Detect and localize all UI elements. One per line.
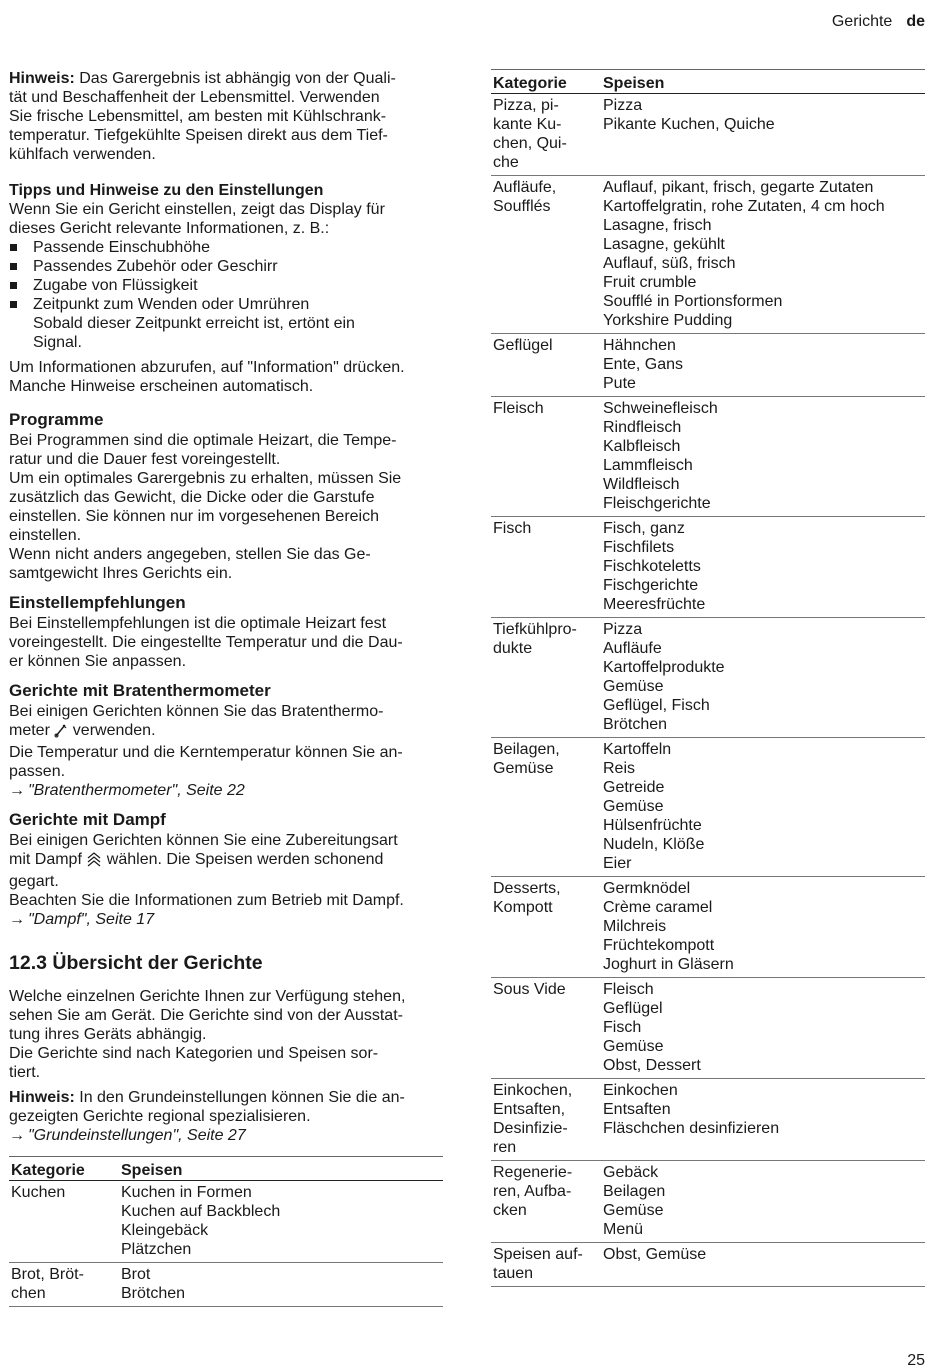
category-line: che bbox=[493, 154, 519, 171]
dish-item: Eier bbox=[603, 855, 632, 872]
dampf-xref-link[interactable]: → "Dampf", Seite 17 bbox=[9, 911, 155, 928]
dish-item: Lammfleisch bbox=[603, 457, 693, 474]
header-speisen: Speisen bbox=[601, 70, 925, 94]
header-speisen: Speisen bbox=[119, 1157, 443, 1181]
category-line: cken bbox=[493, 1202, 527, 1219]
dampf-heading: Gerichte mit Dampf bbox=[9, 810, 166, 829]
dish-item: Menü bbox=[603, 1221, 644, 1238]
steam-icon bbox=[86, 851, 102, 872]
category-line: Desserts, bbox=[493, 880, 561, 897]
dish-item: Obst, Gemüse bbox=[603, 1246, 707, 1263]
dish-item: Aufläufe bbox=[603, 640, 662, 657]
table-row bbox=[491, 1079, 925, 1161]
category-cell bbox=[491, 1079, 601, 1161]
table-row bbox=[491, 1161, 925, 1243]
dishes-cell bbox=[601, 176, 925, 334]
dish-item: Hülsenfrüchte bbox=[603, 817, 702, 834]
note-label: Hinweis: bbox=[9, 70, 75, 87]
category-line: Fisch bbox=[493, 520, 532, 537]
dish-item: Auflauf, pikant, frisch, gegarte Zutaten bbox=[603, 179, 874, 196]
dish-item: Brot bbox=[121, 1266, 151, 1283]
category-line: kante Ku- bbox=[493, 116, 562, 133]
category-cell bbox=[491, 877, 601, 978]
category-line: Entsaften, bbox=[493, 1101, 566, 1118]
dish-item: Schweinefleisch bbox=[603, 400, 718, 417]
einstell-text: Bei Einstellempfehlungen ist die optimale Heizart fest voreingestellt. Die eingestellte Temperatur und die Dau- er können Sie anpassen. bbox=[9, 615, 403, 670]
category-line: Pizza, pi- bbox=[493, 97, 559, 114]
dish-item: Pizza bbox=[603, 621, 643, 638]
dish-item: Fruit crumble bbox=[603, 274, 697, 291]
dish-item: Ente, Gans bbox=[603, 356, 684, 373]
table-row bbox=[9, 1181, 443, 1263]
dish-item: Plätzchen bbox=[121, 1241, 192, 1258]
programme-heading: Programme bbox=[9, 410, 104, 429]
dish-item: Gemüse bbox=[603, 1038, 664, 1055]
list-item: Zugabe von Flüssigkeit bbox=[9, 276, 443, 295]
dish-item: Fischfilets bbox=[603, 539, 675, 556]
dish-item: Entsaften bbox=[603, 1101, 671, 1118]
dish-item: Pute bbox=[603, 375, 636, 392]
dampf-text: Bei einigen Gerichten können Sie eine Zubereitungsart mit Dampf wählen. Die Speisen werden schonend gegart. Beachten Sie die Informationen zum Betrieb mit Dampf. bbox=[9, 832, 404, 909]
category-line: chen, Qui- bbox=[493, 135, 567, 152]
programme-text: Bei Programmen sind die optimale Heizart, die Tempe- ratur und die Dauer fest voreingestellt. Um ein optimales Garergebnis zu erhalten, müssen Sie zusätzlich das Gewicht, die Dicke oder die Garstufe einstellen. Sie können nur im vorgesehenen Bereich einstellen. Wenn nicht anders angegeben, stellen Sie das Ge- samtgewicht Ihres Gerichts ein. bbox=[9, 432, 402, 582]
category-cell bbox=[491, 1161, 601, 1243]
dish-item: Einkochen bbox=[603, 1082, 678, 1099]
dishes-cell bbox=[601, 1079, 925, 1161]
grundeinstellungen-xref-link[interactable]: → "Grundeinstellungen", Seite 27 bbox=[9, 1127, 246, 1144]
right-column bbox=[491, 69, 925, 1287]
category-line: Gemüse bbox=[493, 760, 554, 777]
tips-outro: Um Informationen abzurufen, auf "Information" drücken. Manche Hinweise erscheinen automatisch. bbox=[9, 359, 405, 395]
note-hint: Hinweis: Das Garergebnis ist abhängig von der Quali- tät und Beschaffenheit der Lebensmittel. Verwenden Sie frische Lebensmittel, am besten mit Kühlschrank- temperatur. Tiefgekühlte Speisen direkt aus dem Tief- kühlfach verwenden. bbox=[9, 70, 396, 163]
overview-note: Hinweis: In den Grundeinstellungen können Sie die an- gezeigten Gerichte regional spezialisieren. bbox=[9, 1089, 405, 1125]
page-number: 25 bbox=[907, 1352, 925, 1369]
dishes-table-left bbox=[9, 1156, 443, 1307]
category-cell bbox=[491, 176, 601, 334]
table-row bbox=[491, 877, 925, 978]
dishes-cell bbox=[601, 618, 925, 738]
dishes-cell bbox=[601, 738, 925, 877]
category-cell bbox=[491, 334, 601, 397]
dishes-cell bbox=[601, 517, 925, 618]
category-line: Kompott bbox=[493, 899, 553, 916]
table-row bbox=[491, 978, 925, 1079]
table-row bbox=[491, 517, 925, 618]
dishes-cell bbox=[601, 334, 925, 397]
overview-text: Welche einzelnen Gerichte Ihnen zur Verfügung stehen, sehen Sie am Gerät. Die Gerichte sind von der Ausstat- tung ihres Geräts abhängig. Die Gerichte sind nach Kategorien und Speisen sor- tiert. bbox=[9, 988, 406, 1081]
arrow-right-icon: → bbox=[9, 911, 25, 928]
page-header bbox=[832, 12, 925, 31]
dish-item: Meeresfrüchte bbox=[603, 596, 706, 613]
category-line: ren bbox=[493, 1139, 517, 1156]
tips-list bbox=[9, 238, 443, 352]
header-kategorie: Kategorie bbox=[491, 70, 601, 94]
list-item: Zeitpunkt zum Wenden oder Umrühren Sobald dieser Zeitpunkt erreicht ist, ertönt ein Signal. bbox=[9, 295, 443, 352]
dishes-cell bbox=[601, 94, 925, 176]
dish-item: Joghurt in Gläsern bbox=[603, 956, 734, 973]
dish-item: Rindfleisch bbox=[603, 419, 682, 436]
overview-heading: 12.3 Übersicht der Gerichte bbox=[9, 952, 263, 974]
category-cell bbox=[491, 1243, 601, 1287]
dish-item: Fleischgerichte bbox=[603, 495, 711, 512]
dish-item: Beilagen bbox=[603, 1183, 666, 1200]
table-row bbox=[491, 176, 925, 334]
brat-xref-link[interactable]: → "Bratenthermometer", Seite 22 bbox=[9, 782, 245, 799]
dish-item: Fläschchen desinfizieren bbox=[603, 1120, 780, 1137]
dishes-cell bbox=[601, 877, 925, 978]
dish-item: Kalbfleisch bbox=[603, 438, 681, 455]
category-cell bbox=[491, 517, 601, 618]
list-item: Passendes Zubehör oder Geschirr bbox=[9, 257, 443, 276]
dish-item: Fisch, ganz bbox=[603, 520, 685, 537]
dish-item: Nudeln, Klöße bbox=[603, 836, 705, 853]
category-line: Regenerie- bbox=[493, 1164, 573, 1181]
header-kategorie: Kategorie bbox=[9, 1157, 119, 1181]
arrow-right-icon: → bbox=[9, 1127, 25, 1144]
dish-item: Brötchen bbox=[603, 716, 668, 733]
category-line: Einkochen, bbox=[493, 1082, 573, 1099]
dish-item: Gemüse bbox=[603, 798, 664, 815]
dish-item: Fischgerichte bbox=[603, 577, 699, 594]
dish-item: Gemüse bbox=[603, 1202, 664, 1219]
dish-item: Kuchen auf Backblech bbox=[121, 1203, 281, 1220]
category-cell bbox=[491, 397, 601, 517]
dish-item: Kartoffelprodukte bbox=[603, 659, 725, 676]
category-cell bbox=[9, 1263, 119, 1307]
dish-item: Fischkoteletts bbox=[603, 558, 701, 575]
dish-item: Auflauf, süß, frisch bbox=[603, 255, 736, 272]
category-line: Fleisch bbox=[493, 400, 544, 417]
category-line: Sous Vide bbox=[493, 981, 566, 998]
category-line: Brot, Bröt- bbox=[11, 1266, 84, 1283]
dish-item: Germknödel bbox=[603, 880, 691, 897]
dish-item: Pizza bbox=[603, 97, 643, 114]
category-line: chen bbox=[11, 1285, 46, 1302]
category-cell bbox=[491, 978, 601, 1079]
dish-item: Reis bbox=[603, 760, 636, 777]
table-header-row bbox=[491, 70, 925, 94]
list-item: Passende Einschubhöhe bbox=[9, 238, 443, 257]
left-column bbox=[9, 69, 443, 1307]
dish-item: Getreide bbox=[603, 779, 665, 796]
dish-item: Fisch bbox=[603, 1019, 642, 1036]
category-line: Tiefkühlpro- bbox=[493, 621, 577, 638]
category-line: Kuchen bbox=[11, 1184, 66, 1201]
dish-item: Soufflé in Portionsformen bbox=[603, 293, 783, 310]
dish-item: Fleisch bbox=[603, 981, 654, 998]
category-line: tauen bbox=[493, 1265, 534, 1282]
meat-thermometer-icon bbox=[54, 722, 68, 743]
einstell-heading: Einstellempfehlungen bbox=[9, 593, 186, 612]
dish-item: Geflügel bbox=[603, 1000, 663, 1017]
table-row bbox=[491, 334, 925, 397]
dish-item: Gebäck bbox=[603, 1164, 659, 1181]
category-line: dukte bbox=[493, 640, 533, 657]
tips-heading: Tipps und Hinweise zu den Einstellungen bbox=[9, 182, 324, 199]
category-line: Beilagen, bbox=[493, 741, 560, 758]
table-row bbox=[491, 397, 925, 517]
header-section: Gerichte bbox=[831, 13, 893, 30]
dish-item: Lasagne, gekühlt bbox=[603, 236, 725, 253]
table-header-row bbox=[9, 1157, 443, 1181]
table-row bbox=[491, 738, 925, 877]
table-row bbox=[9, 1263, 443, 1307]
dish-item: Lasagne, frisch bbox=[603, 217, 712, 234]
dish-item: Brötchen bbox=[121, 1285, 186, 1302]
dish-item: Milchreis bbox=[603, 918, 667, 935]
table-row bbox=[491, 1243, 925, 1287]
dish-item: Crème caramel bbox=[603, 899, 713, 916]
dish-item: Kuchen in Formen bbox=[121, 1184, 252, 1201]
brat-text: Bei einigen Gerichten können Sie das Bratenthermo- meter verwenden. Die Temperatur und die Kerntemperatur können Sie an- passen. bbox=[9, 703, 403, 780]
tips-intro: Wenn Sie ein Gericht einstellen, zeigt das Display für dieses Gericht relevante Informationen, z. B.: bbox=[9, 201, 385, 237]
dishes-cell bbox=[601, 397, 925, 517]
arrow-right-icon: → bbox=[9, 782, 25, 799]
category-line: Geflügel bbox=[493, 337, 553, 354]
category-line: Desinfizie- bbox=[493, 1120, 568, 1137]
dishes-cell bbox=[601, 1243, 925, 1287]
dish-item: Hähnchen bbox=[603, 337, 676, 354]
category-line: Speisen auf- bbox=[493, 1246, 583, 1263]
dishes-cell bbox=[119, 1181, 443, 1263]
category-cell bbox=[491, 738, 601, 877]
category-line: Aufläufe, bbox=[493, 179, 557, 196]
brat-heading: Gerichte mit Bratenthermometer bbox=[9, 681, 271, 700]
dish-item: Kartoffelgratin, rohe Zutaten, 4 cm hoch bbox=[603, 198, 885, 215]
category-line: Soufflés bbox=[493, 198, 551, 215]
header-language: de bbox=[906, 13, 925, 30]
dishes-table-right bbox=[491, 69, 925, 1287]
dishes-cell bbox=[601, 978, 925, 1079]
dish-item: Früchtekompott bbox=[603, 937, 715, 954]
dishes-cell bbox=[119, 1263, 443, 1307]
table-row bbox=[491, 94, 925, 176]
dish-item: Yorkshire Pudding bbox=[603, 312, 733, 329]
dish-item: Wildfleisch bbox=[603, 476, 680, 493]
dish-item: Gemüse bbox=[603, 678, 664, 695]
category-line: ren, Aufba- bbox=[493, 1183, 572, 1200]
table-row bbox=[491, 618, 925, 738]
dish-item: Geflügel, Fisch bbox=[603, 697, 710, 714]
category-cell bbox=[9, 1181, 119, 1263]
dish-item: Kleingebäck bbox=[121, 1222, 209, 1239]
dish-item: Kartoffeln bbox=[603, 741, 672, 758]
dish-item: Pikante Kuchen, Quiche bbox=[603, 116, 775, 133]
dish-item: Obst, Dessert bbox=[603, 1057, 701, 1074]
category-cell bbox=[491, 94, 601, 176]
dishes-cell bbox=[601, 1161, 925, 1243]
category-cell bbox=[491, 618, 601, 738]
